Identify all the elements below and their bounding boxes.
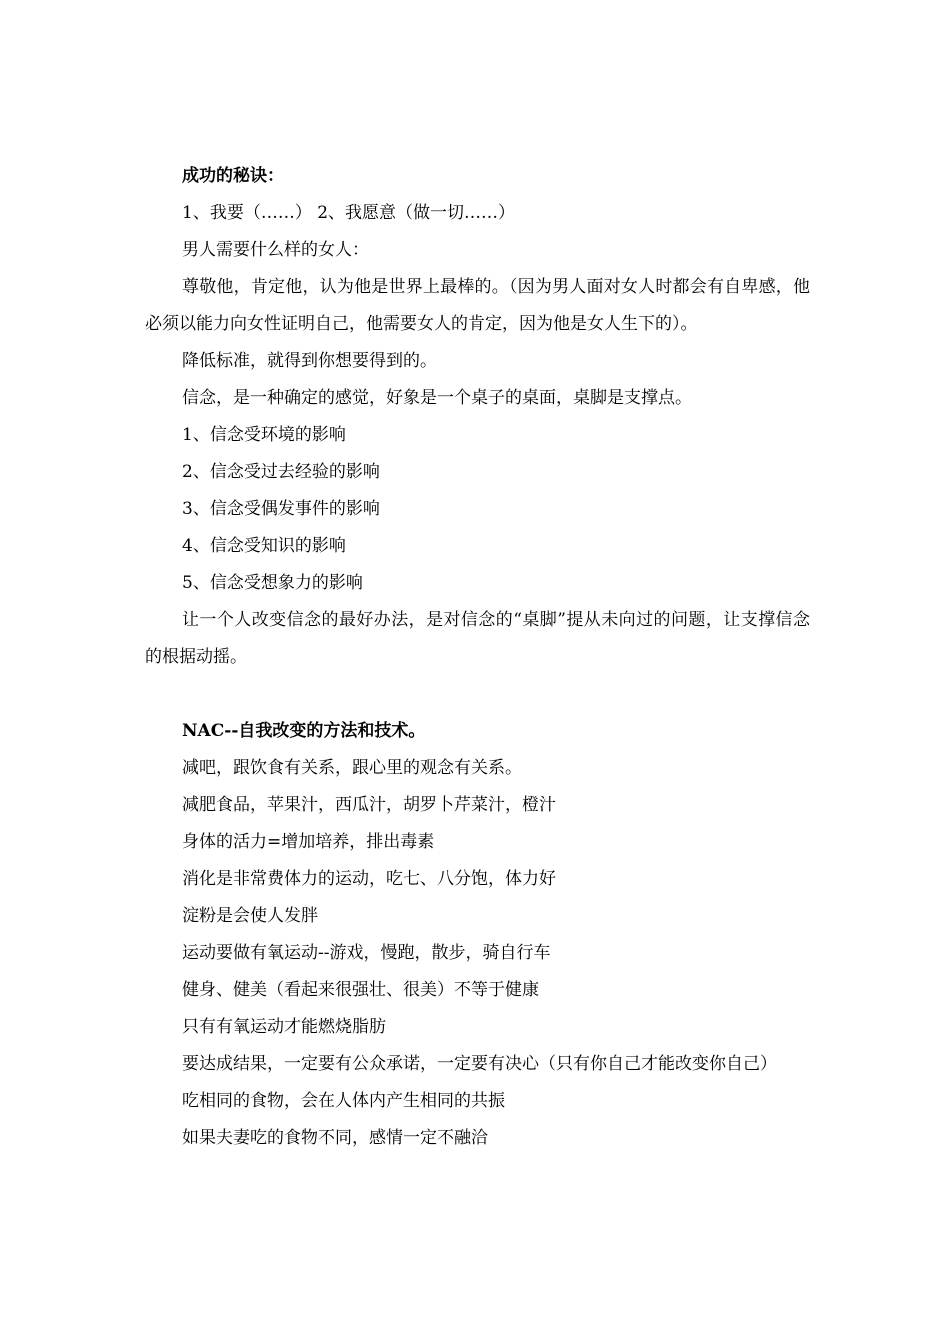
list-item: 2、信念受过去经验的影响	[182, 462, 380, 482]
paragraph: 男人需要什么样的女人：	[182, 240, 369, 260]
list-item: 3、信念受偶发事件的影响	[182, 499, 380, 519]
section-heading-nac: NAC--自我改变的方法和技术。	[182, 721, 426, 741]
section-heading-success: 成功的秘诀：	[182, 166, 284, 186]
paragraph: 减肥食品，苹果汁，西瓜汁，胡罗卜芹菜汁，橙汁	[182, 795, 556, 815]
paragraph: 1、我要（……） 2、我愿意（做一切……）	[182, 203, 516, 223]
paragraph: 只有有氧运动才能燃烧脂肪	[182, 1017, 386, 1037]
paragraph: 尊敬他，肯定他，认为他是世界上最棒的。（因为男人面对女人时都会有自卑感，他必须以能力向女性证明自己，他需要女人的肯定，因为他是女人生下的）。	[145, 277, 810, 334]
paragraph: 减吧，跟饮食有关系，跟心里的观念有关系。	[182, 758, 522, 778]
paragraph: 淀粉是会使人发胖	[182, 906, 318, 926]
list-item: 5、信念受想象力的影响	[182, 573, 363, 593]
section-spacer	[145, 676, 810, 713]
paragraph: 吃相同的食物，会在人体内产生相同的共振	[182, 1091, 505, 1111]
paragraph: 降低标准，就得到你想要得到的。	[182, 351, 437, 371]
paragraph: 运动要做有氧运动--游戏，慢跑，散步，骑自行车	[182, 943, 551, 963]
paragraph: 让一个人改变信念的最好办法，是对信念的“桌脚”提从未向过的问题，让支撑信念的根据动摇。	[145, 610, 810, 667]
paragraph: 身体的活力=增加培养，排出毒素	[182, 832, 435, 852]
paragraph: 健身、健美（看起来很强壮、很美）不等于健康	[182, 980, 539, 1000]
paragraph: 信念，是一种确定的感觉，好象是一个桌子的桌面，桌脚是支撑点。	[182, 388, 692, 408]
paragraph: 如果夫妻吃的食物不同，感情一定不融洽	[182, 1128, 488, 1148]
paragraph: 消化是非常费体力的运动，吃七、八分饱，体力好	[182, 869, 556, 889]
list-item: 1、信念受环境的影响	[182, 425, 346, 445]
document-body	[145, 158, 810, 1157]
paragraph: 要达成结果，一定要有公众承诺，一定要有决心（只有你自己才能改变你自己）	[182, 1054, 777, 1074]
list-item: 4、信念受知识的影响	[182, 536, 346, 556]
